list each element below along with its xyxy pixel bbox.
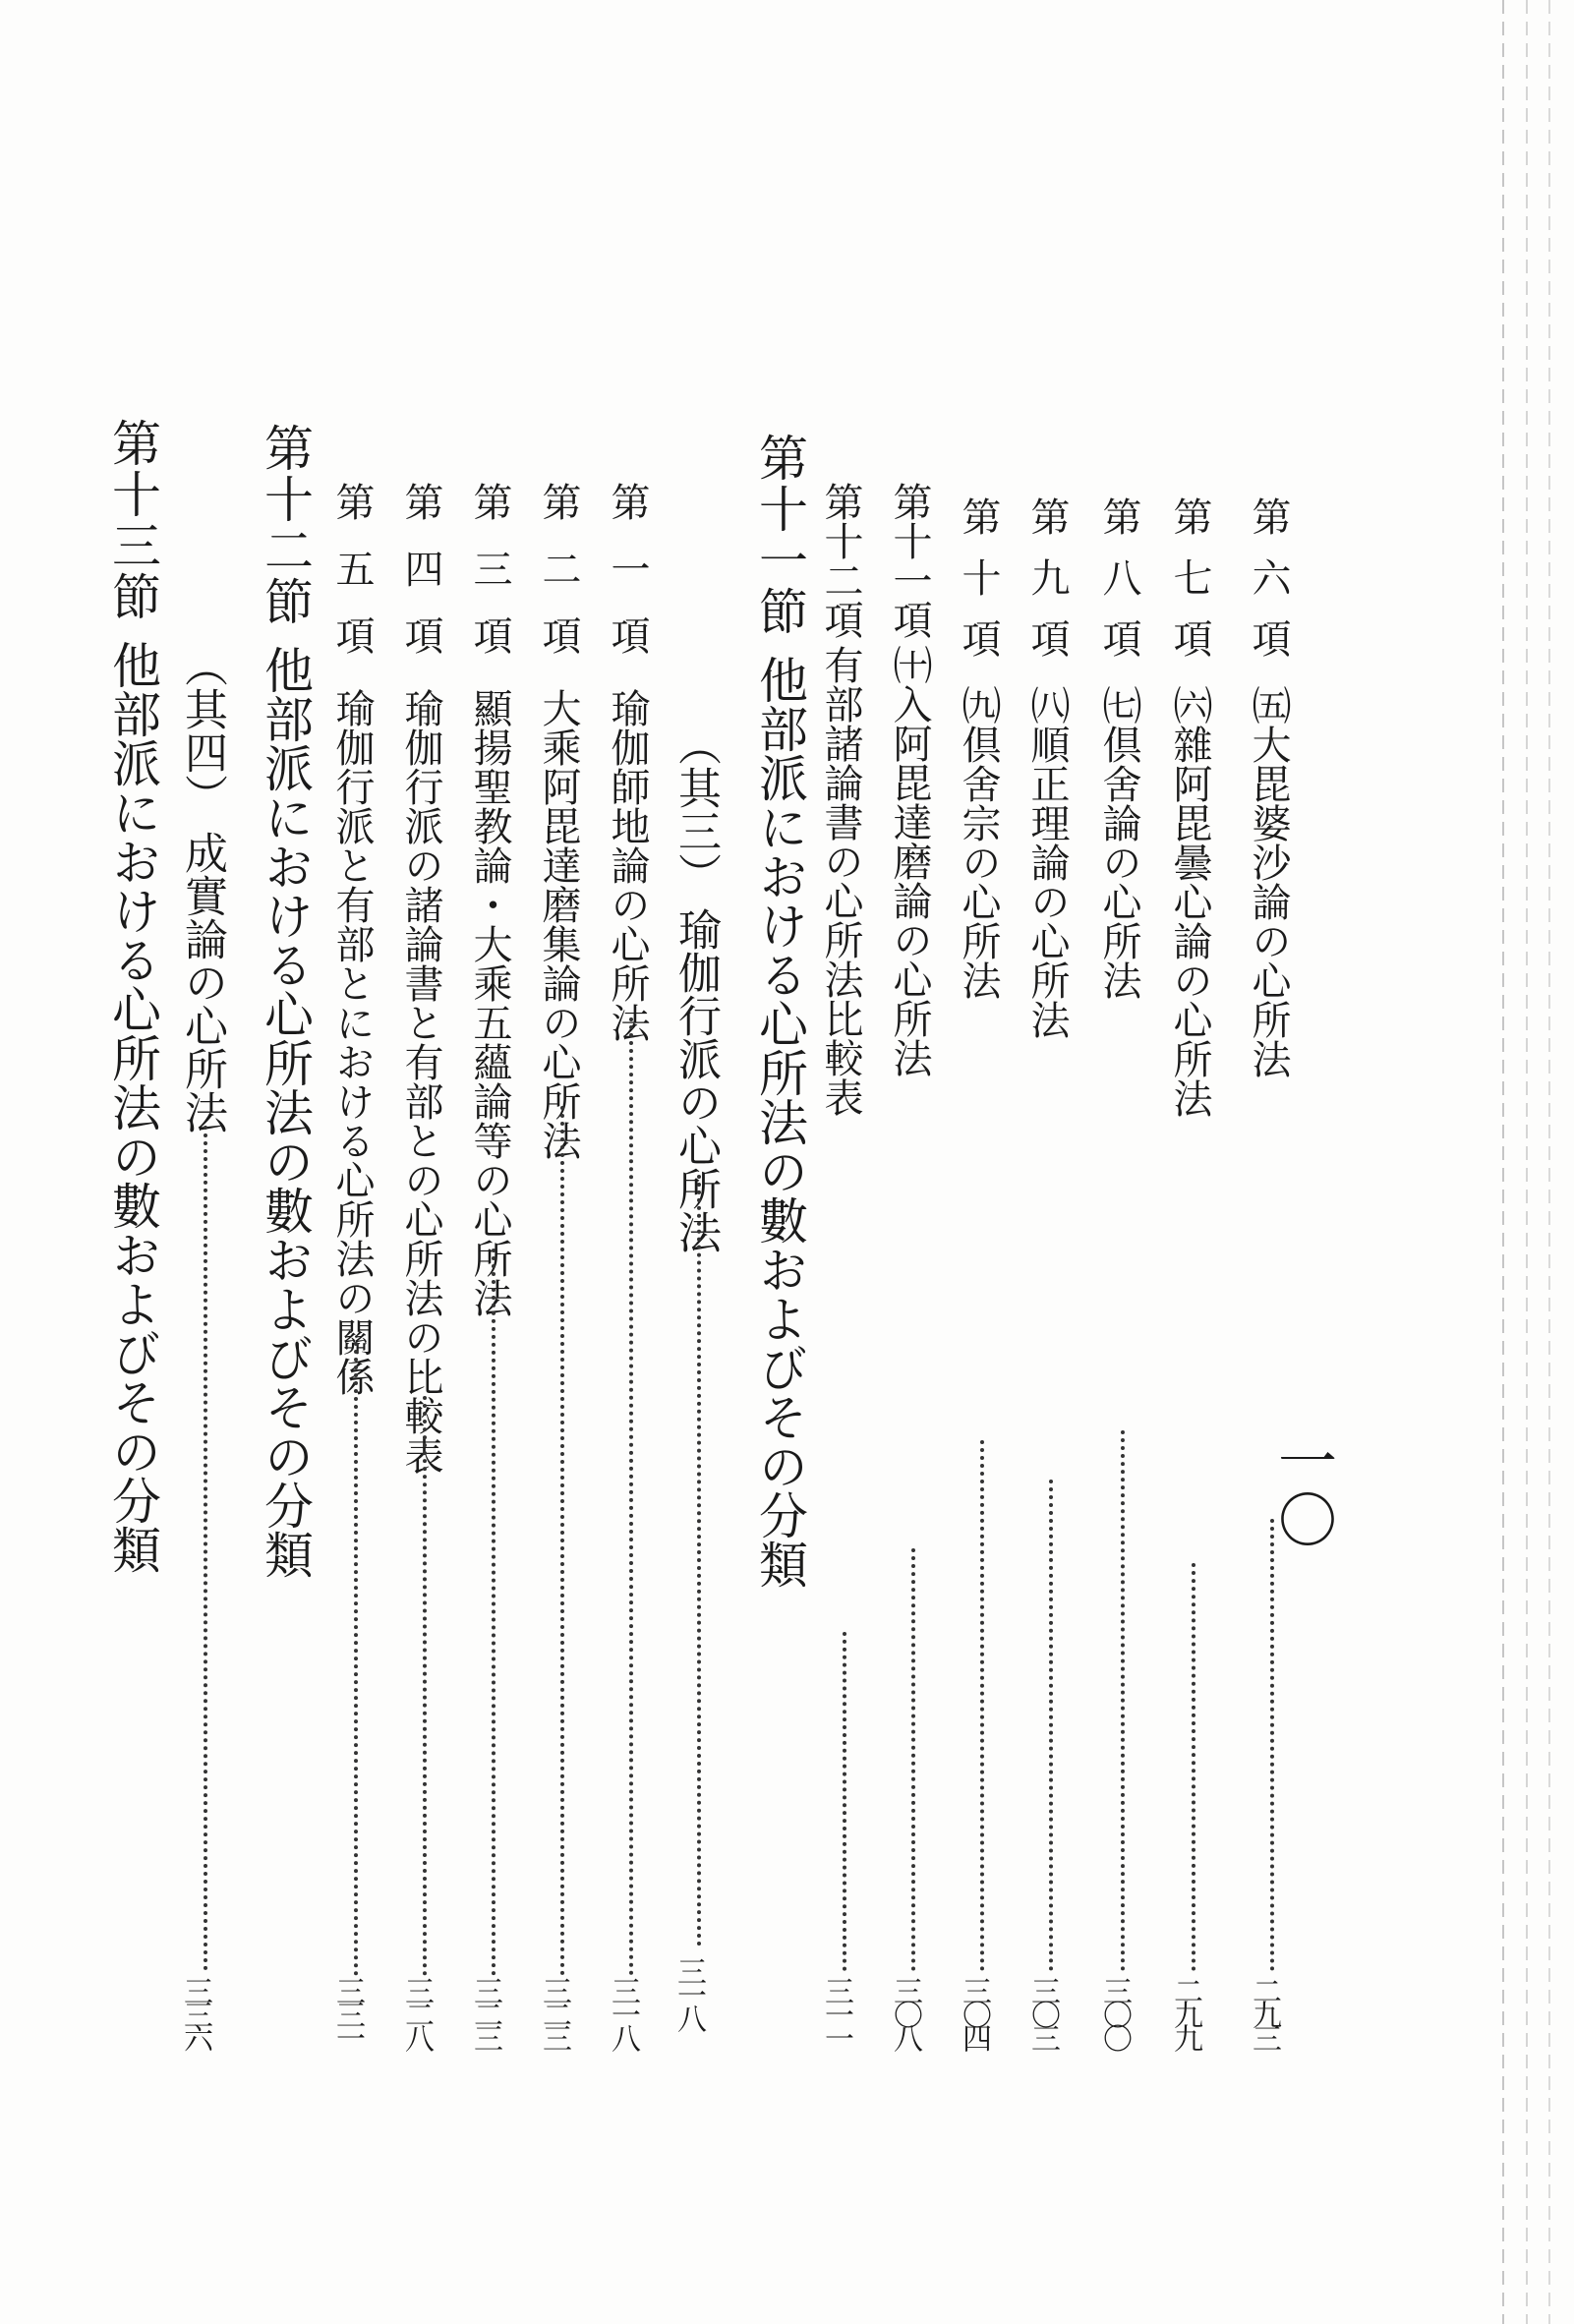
- toc-item[interactable]: [605, 482, 650, 2089]
- toc-item-title: ㈦倶舍論の心所法: [1096, 685, 1141, 1000]
- toc-item-label: 第四項: [398, 482, 443, 682]
- dot-leader: [1270, 1519, 1274, 1971]
- toc-item-title: 大乘阿毘達磨集論の心所法: [536, 688, 581, 1160]
- toc-item-title: ㈧順正理論の心所法: [1024, 685, 1070, 1039]
- toc-section[interactable]: [104, 418, 161, 1574]
- toc-item-page: 三一一: [819, 1976, 853, 2047]
- toc-item[interactable]: [398, 482, 443, 2089]
- dot-leader: [980, 1440, 984, 1971]
- toc-section[interactable]: [257, 423, 314, 1579]
- dot-leader: [492, 1249, 496, 1976]
- toc-item-page: 三一八: [606, 1976, 640, 2047]
- dot-leader: [1049, 1480, 1053, 1971]
- dot-leader: [697, 1175, 701, 1946]
- toc-subsection-title: 成實論の心所法: [177, 831, 227, 1133]
- toc-item-page: 三〇四: [957, 1976, 991, 2047]
- toc-item-label: 第一項: [605, 482, 650, 682]
- toc-section-label: 第十三節: [104, 418, 161, 622]
- dot-leader: [354, 1342, 358, 1976]
- toc-subsection-label: （其四）: [177, 644, 227, 817]
- toc-item-label: 第七項: [1167, 496, 1212, 679]
- toc-item-page: 三〇〇: [1097, 1976, 1132, 2047]
- page-number: 一〇: [1268, 1430, 1337, 1548]
- toc-item-title: 顯揚聖教論・大乘五蘊論等の心所法: [467, 688, 512, 1317]
- dot-leader: [423, 1396, 427, 1976]
- toc-subsection-label: （其三）: [670, 723, 721, 896]
- toc-section-title: 他部派における心所法の數およびその分類: [104, 640, 161, 1574]
- toc-item-label: 第六項: [1246, 496, 1291, 679]
- toc-item-page: 三〇八: [888, 1976, 922, 2047]
- toc-item-title: ㈤大毘婆沙論の心所法: [1246, 685, 1291, 1078]
- toc-section-label: 第十一節: [751, 433, 808, 637]
- dot-leader: [1121, 1430, 1125, 1971]
- toc-item-page: 二九九: [1168, 1976, 1202, 2047]
- toc-item[interactable]: [536, 482, 581, 2089]
- toc-item[interactable]: [956, 496, 1001, 2089]
- dot-leader: [843, 1632, 846, 1971]
- toc-item-title: 有部諸論書の心所法比較表: [818, 645, 863, 1117]
- dot-leader: [629, 1017, 633, 1976]
- dot-leader: [204, 1126, 207, 1971]
- toc-item-page: 三二三: [468, 1976, 502, 2047]
- toc-item-label: 第二項: [536, 482, 581, 682]
- toc-subsection-page: 三三六: [178, 1976, 212, 2047]
- toc-item[interactable]: [329, 482, 375, 2089]
- toc-item-label: 第十一項: [887, 482, 932, 639]
- toc-item-label: 第五項: [329, 482, 375, 682]
- toc-subsection-page: 三一八: [671, 1956, 706, 2027]
- scan-edge: [1526, 0, 1528, 2324]
- toc-item-page: 三〇三: [1025, 1976, 1060, 2047]
- toc-section[interactable]: [751, 433, 808, 1589]
- toc-item-page: 三二八: [399, 1976, 434, 2047]
- toc-item[interactable]: [467, 482, 512, 2089]
- toc-section-label: 第十二節: [257, 423, 314, 627]
- toc-item[interactable]: [1246, 496, 1291, 2089]
- toc-item-page: 二九三: [1247, 1976, 1281, 2047]
- toc-item-label: 第十項: [956, 496, 1001, 679]
- scan-edge: [1548, 0, 1550, 2324]
- toc-item[interactable]: [1167, 496, 1212, 2089]
- toc-item[interactable]: [818, 482, 863, 2089]
- dot-leader: [911, 1548, 915, 1971]
- toc-item-page: 三二三: [537, 1976, 571, 2047]
- toc-item-title: 瑜伽行派の諸論書と有部との心所法の比較表: [398, 688, 443, 1475]
- toc-item-label: 第三項: [467, 482, 512, 682]
- toc-item-page: 三三一: [330, 1976, 365, 2047]
- dot-leader: [1192, 1563, 1195, 1971]
- toc-section-title: 他部派における心所法の數およびその分類: [751, 655, 808, 1589]
- dot-leader: [560, 1106, 564, 1976]
- scan-edge: [1502, 0, 1504, 2324]
- toc-item-label: 第十二項: [818, 482, 863, 639]
- toc-item-title: 瑜伽行派と有部とにおける心所法の關係: [329, 688, 375, 1396]
- toc-item-title: 瑜伽師地論の心所法: [605, 688, 650, 1042]
- toc-item-title: ㈩入阿毘達磨論の心所法: [887, 645, 932, 1077]
- toc-subsection[interactable]: [177, 644, 227, 2089]
- toc-item[interactable]: [887, 482, 932, 2089]
- toc-item-title: ㈥雜阿毘曇心論の心所法: [1167, 685, 1212, 1118]
- toc-subsection[interactable]: [670, 723, 721, 2089]
- toc-subsection-title: 瑜伽行派の心所法: [670, 907, 721, 1253]
- toc-section-title: 他部派における心所法の數およびその分類: [257, 645, 314, 1579]
- toc-item[interactable]: [1024, 496, 1070, 2089]
- toc-item-label: 第八項: [1096, 496, 1141, 679]
- toc-item[interactable]: [1096, 496, 1141, 2089]
- toc-item-label: 第九項: [1024, 496, 1070, 679]
- toc-item-title: ㈨倶舍宗の心所法: [956, 685, 1001, 1000]
